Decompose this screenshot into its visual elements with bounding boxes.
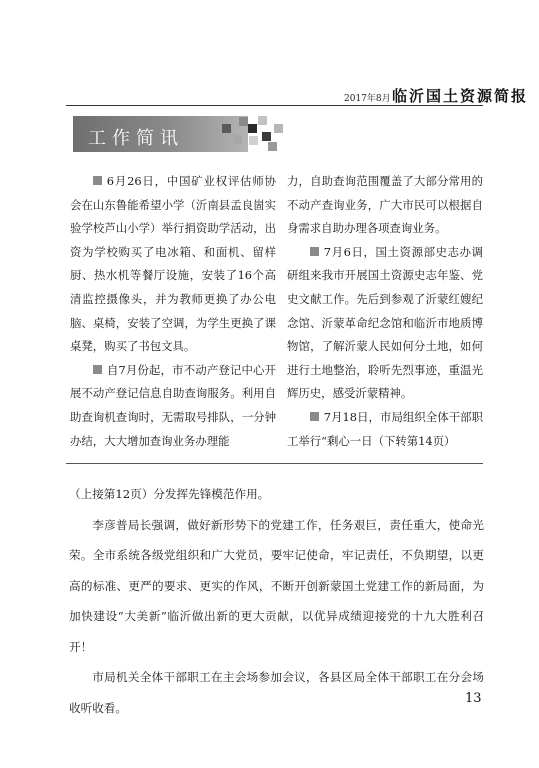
left-column	[70, 170, 276, 453]
header-rule	[66, 105, 483, 106]
news-item: 6月26日，中国矿业权评估师协会在山东鲁能希望小学（沂南县孟良崮实验学校芦山小学）举行捐资助学活动，出资为学校购买了电冰箱、和面机、留样厨、热水机等餐厅设施，安装了16个高清监控摄像头，并为教师更换了办公电脑、桌椅，安装了空调，为学生更换了课桌凳，购买了书包文具。	[70, 174, 276, 354]
continued-article	[69, 479, 484, 723]
section-title: 工作简讯	[88, 128, 184, 149]
publication-title: 临沂国土资源简报	[392, 87, 529, 105]
square-bullet-icon	[93, 176, 102, 185]
news-item: 7月6日，国土资源部史志办调研组来我市开展国土资源史志年鉴、党史文献工作。先后到参观了沂蒙红嫂纪念馆、沂蒙革命纪念馆和临沂市地质博物馆，了解沂蒙人民如何分土地，如何进行土地整治，聆听先烈事迹，重温光辉历史，感受沂蒙精神。	[287, 244, 483, 401]
news-item-continued: 力，自助查询范围覆盖了大部分常用的不动产查询业务，广大市民可以根据自身需求自助办理各项查询业务。	[287, 174, 483, 236]
article-paragraph: 市局机关全体干部职工在主会场参加会议，各县区局全体干部职工在分会场收听收看。	[69, 670, 484, 715]
section-divider	[66, 463, 483, 464]
square-bullet-icon	[310, 412, 319, 421]
right-column	[287, 170, 483, 453]
issue-date: 2017年8月	[344, 94, 391, 104]
square-bullet-icon	[310, 247, 319, 256]
page-number: 13	[465, 691, 482, 706]
article-paragraph: 李彦普局长强调，做好新形势下的党建工作，任务艰巨，责任重大，使命光荣。全市系统各级党组织和广大党员，要牢记使命，牢记责任，不负期望，以更高的标准、更严的要求、更实的作风，不断开创新蒙国土党建工作的新局面，为加快建设“大美新”临沂做出新的更大贡献，以优异成绩迎接党的十九大胜利召开！	[69, 517, 484, 654]
news-item: 7月18日，市局组织全体干部职工举行“剩心一日（下转第14页）	[287, 409, 483, 448]
continued-from-note: （上接第12页）分发挥先锋模范作用。	[69, 487, 270, 501]
news-item: 自7月份起，市不动产登记中心开展不动产登记信息自助查询服务。利用自助查询机查询时，无需取号排队，一分钟办结，大大增加查询业务办理能	[70, 362, 276, 448]
square-bullet-icon	[93, 365, 102, 374]
